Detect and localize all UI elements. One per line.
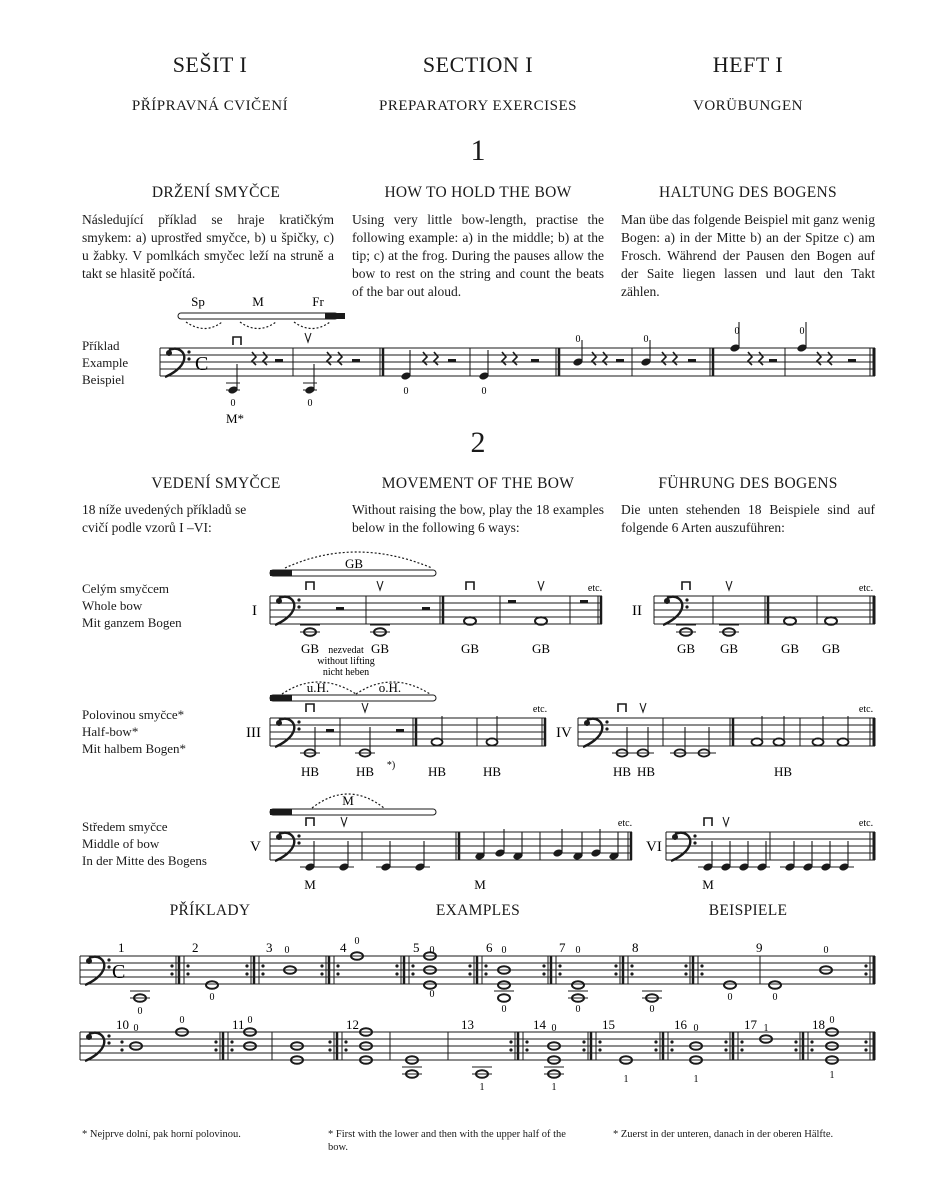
bow-diagram-part1: [178, 313, 345, 329]
staff-row3: [270, 832, 875, 860]
svg-text:0: 0: [799, 326, 805, 337]
row3-marks: [304, 877, 714, 892]
svg-text:HB: HB: [482, 764, 502, 779]
svg-text:HB: HB: [300, 764, 320, 779]
roman-VI: VI: [646, 839, 662, 855]
svg-text:0: 0: [137, 1006, 143, 1017]
common-time-sign-2: C: [112, 961, 126, 983]
svg-text:0: 0: [179, 1015, 185, 1026]
bow-mark-fr: Fr: [312, 294, 324, 309]
part2-text-cz: 18 níže uvedených příkladů se cvičí podle vzorů I –VI:: [82, 502, 247, 535]
etc-row1a: etc.: [587, 583, 603, 594]
row3-notes: [300, 817, 854, 872]
svg-text:GB: GB: [300, 641, 320, 656]
svg-text:0: 0: [429, 989, 435, 1000]
example-number-5: 5: [413, 940, 420, 955]
section-title-cz: SEŠIT I: [172, 52, 248, 77]
example-number-6: 6: [486, 940, 493, 955]
example-number-3: 3: [266, 940, 273, 955]
svg-text:0: 0: [823, 945, 829, 956]
subtitle-cz: PŘÍPRAVNÁ CVIČENÍ: [131, 98, 289, 114]
svg-text:0: 0: [209, 992, 215, 1003]
svg-text:0: 0: [481, 386, 487, 397]
roman-V: V: [250, 839, 261, 855]
part2-title-cz: VEDENÍ SMYČCE: [151, 475, 281, 492]
example-number-18: 18: [812, 1017, 825, 1032]
svg-text:0: 0: [284, 945, 290, 956]
svg-text:0: 0: [649, 1004, 655, 1015]
svg-text:1: 1: [623, 1074, 629, 1085]
svg-text:0: 0: [501, 945, 507, 956]
examples-staff-1: [80, 956, 875, 984]
staff-part1: [160, 348, 875, 376]
footnote-cz: * Nejprve dolní, pak horní polovinou.: [82, 1129, 241, 1140]
row3-bow-text: M: [342, 793, 354, 808]
roman-II: II: [632, 603, 642, 619]
bow-mark-sp: Sp: [191, 294, 205, 309]
svg-text:0: 0: [575, 1004, 581, 1015]
etc-row2b: etc.: [858, 704, 874, 715]
row2-label: Polovinou smyčce* Half-bow* Mit halbem Bogen*: [82, 707, 186, 756]
row3-label: Středem smyčce Middle of bow In der Mitte des Bogens: [82, 819, 207, 868]
svg-text:HB: HB: [636, 764, 656, 779]
svg-text:0: 0: [551, 1023, 557, 1034]
svg-text:0: 0: [354, 936, 360, 947]
svg-text:M: M: [702, 877, 714, 892]
svg-text:HB: HB: [612, 764, 632, 779]
svg-text:1: 1: [829, 1070, 835, 1081]
examples-title-cz: PŘÍKLADY: [169, 902, 251, 919]
svg-text:GB: GB: [676, 641, 696, 656]
row1-label: Celým smyčcem Whole bow Mit ganzem Bogen: [82, 581, 182, 630]
part2-text-en: Without raising the bow, play the 18 examples below in the following 6 ways:: [352, 502, 604, 535]
svg-text:0: 0: [727, 992, 733, 1003]
row2-notes: [300, 703, 849, 757]
svg-text:0: 0: [693, 1023, 699, 1034]
note-mark: M*: [225, 411, 245, 426]
example-number-11: 11: [232, 1017, 245, 1032]
svg-text:GB: GB: [460, 641, 480, 656]
roman-I: I: [252, 603, 257, 619]
example-label-de: Beispiel: [82, 372, 125, 387]
roman-III: III: [246, 725, 261, 741]
examples-staff-2: [80, 1032, 875, 1060]
common-time-sign: C: [195, 353, 209, 375]
row1-bow-text: GB: [344, 556, 364, 571]
svg-text:0: 0: [734, 326, 740, 337]
etc-row3a: etc.: [617, 818, 633, 829]
svg-text:nezvedat: nezvedat: [328, 645, 364, 656]
examples-title-de: BEISPIELE: [708, 902, 788, 919]
svg-text:HB: HB: [355, 764, 375, 779]
bow-mark-m: M: [252, 294, 264, 309]
part1-title-de: HALTUNG DES BOGENS: [659, 184, 837, 201]
example-number-15: 15: [602, 1017, 615, 1032]
svg-text:0: 0: [575, 945, 581, 956]
svg-text:1: 1: [763, 1023, 769, 1034]
svg-text:M: M: [304, 877, 316, 892]
svg-text:GB: GB: [531, 641, 551, 656]
example-number-9: 9: [756, 940, 763, 955]
example-number-2: 2: [192, 940, 199, 955]
row1-nolift-note: [317, 645, 375, 678]
part1-text-de: Man übe das folgende Beispiel mit ganz wenig Bogen: a) in der Mitte b) an der Spitze c) am Frosch. Während der Pausen den Bogen auf der Saite liegen lassen und laut den Takt zählen.: [621, 212, 875, 299]
part1-title-cz: DRŽENÍ SMYČCE: [151, 184, 281, 201]
example-label-en: Example: [82, 355, 129, 370]
example-number-12: 12: [346, 1017, 359, 1032]
svg-text:GB: GB: [370, 641, 390, 656]
section-title-en: SECTION I: [422, 52, 534, 77]
example-numbers: [116, 940, 825, 1032]
svg-text:1: 1: [479, 1082, 485, 1093]
subtitle-de: VORÜBUNGEN: [693, 98, 803, 114]
svg-text:HB: HB: [773, 764, 793, 779]
row1-marks: [301, 641, 840, 656]
part2-text-de: Die unten stehenden 18 Beispiele sind auf folgende 6 Arten auszuführen:: [621, 502, 875, 535]
svg-text:0: 0: [403, 386, 409, 397]
svg-text:1: 1: [693, 1074, 699, 1085]
svg-text:GB: GB: [821, 641, 841, 656]
etc-row2a: etc.: [532, 704, 548, 715]
svg-text:0: 0: [429, 945, 435, 956]
part1-text-en: Using very little bow-length, practise the following example: a) in the middle; b) at the tip; c) at the frog. During the pauses allow the bow to rest on the string and count the beats of the bar out aloud.: [352, 212, 604, 299]
part1-notes: [226, 322, 856, 395]
example-label-cz: Příklad: [82, 338, 120, 353]
svg-text:0: 0: [133, 1023, 139, 1034]
row1-notes: [300, 581, 837, 636]
example-number-16: 16: [674, 1017, 687, 1032]
footnote-de: * Zuerst in der unteren, danach in der oberen Hälfte.: [613, 1129, 834, 1140]
svg-text:0: 0: [307, 398, 313, 409]
part1-text-cz: Následující příklad se hraje kratičkým smykem: a) uprostřed smyčce, b) u špičky, c) u žabky. V pomlkách smyčec leží na struně a takt se hlasitě počítá.: [82, 212, 334, 281]
svg-text:HB: HB: [427, 764, 447, 779]
example-number-4: 4: [340, 940, 347, 955]
example-number-1: 1: [118, 940, 125, 955]
svg-text:0: 0: [829, 1015, 835, 1026]
row2-bow-text-lower: u.H.: [306, 680, 330, 695]
part2-title-en: MOVEMENT OF THE BOW: [381, 475, 575, 492]
example-number-10: 10: [116, 1017, 129, 1032]
svg-text:0: 0: [230, 398, 236, 409]
part1-fingerings: [231, 326, 805, 409]
svg-text:0: 0: [643, 334, 649, 345]
row2-asterisk: *): [386, 760, 396, 771]
row2-marks: [301, 764, 792, 779]
section-title-de: HEFT I: [712, 52, 784, 77]
row2-bow-text-upper: o.H.: [378, 680, 402, 695]
svg-text:GB: GB: [780, 641, 800, 656]
example-number-14: 14: [533, 1017, 546, 1032]
example-number-13: 13: [461, 1017, 474, 1032]
svg-text:without lifting: without lifting: [317, 656, 375, 667]
roman-IV: IV: [556, 725, 572, 741]
part-number-1: 1: [470, 134, 486, 167]
part1-title-en: HOW TO HOLD THE BOW: [384, 184, 572, 201]
footnote-en: * First with the lower and then with the upper half of the bow.: [328, 1129, 566, 1153]
svg-text:0: 0: [247, 1015, 253, 1026]
part2-title-de: FÜHRUNG DES BOGENS: [658, 475, 838, 492]
subtitle-en: PREPARATORY EXERCISES: [379, 98, 577, 114]
svg-text:0: 0: [575, 334, 581, 345]
etc-row1b: etc.: [858, 583, 874, 594]
examples-title-en: EXAMPLES: [435, 902, 521, 919]
example-number-8: 8: [632, 940, 639, 955]
bow-diagram-row2: [270, 682, 436, 701]
svg-text:GB: GB: [719, 641, 739, 656]
svg-text:1: 1: [551, 1082, 557, 1093]
svg-text:M: M: [474, 877, 486, 892]
svg-text:nicht heben: nicht heben: [322, 667, 370, 678]
example-number-7: 7: [559, 940, 566, 955]
svg-text:0: 0: [501, 1004, 507, 1015]
example-number-17: 17: [744, 1017, 757, 1032]
etc-row3b: etc.: [858, 818, 874, 829]
part-number-2: 2: [470, 426, 486, 459]
svg-text:0: 0: [772, 992, 778, 1003]
